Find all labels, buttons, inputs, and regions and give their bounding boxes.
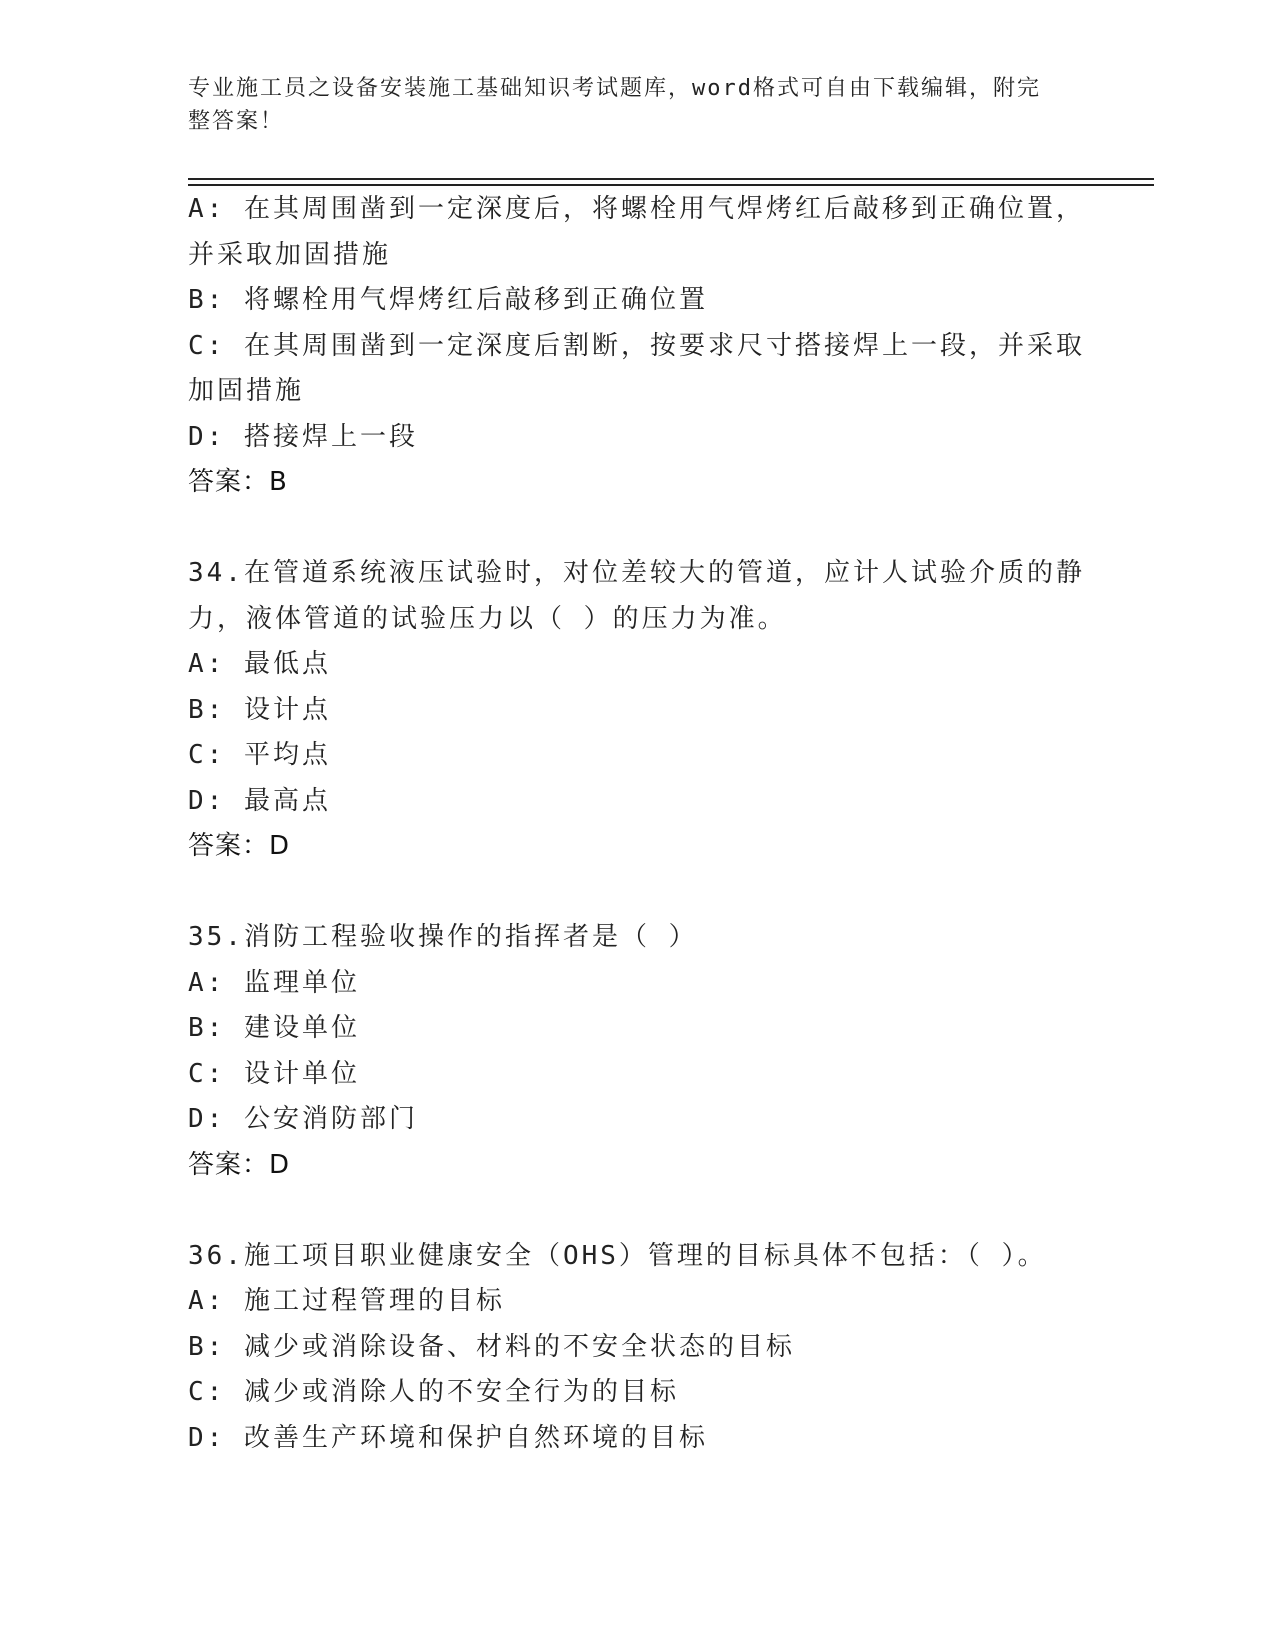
option-a: A: 监理单位 xyxy=(188,967,360,998)
answer: 答案：B xyxy=(188,467,288,497)
option-b: B: 设计点 xyxy=(188,694,331,725)
header-line-2: 整答案！ xyxy=(188,109,285,134)
option-b: B: 建设单位 xyxy=(188,1013,360,1043)
question-stem-line-2: 力，液体管道的试验压力以（ ）的压力为准。 xyxy=(188,603,787,634)
document-header xyxy=(188,72,1068,138)
option-b: B: 减少或消除设备、材料的不安全状态的目标 xyxy=(188,1331,795,1362)
question-34 xyxy=(188,551,1088,870)
question-35 xyxy=(188,915,1088,1188)
option-c: C: 平均点 xyxy=(188,740,331,770)
question-content xyxy=(188,187,1088,1461)
option-d: D: 搭接焊上一段 xyxy=(188,421,418,452)
question-36 xyxy=(188,1234,1088,1462)
option-d: D: 改善生产环境和保护自然环境的目标 xyxy=(188,1422,708,1453)
option-b: B: 将螺栓用气焊烤红后敲移到正确位置 xyxy=(188,285,708,315)
option-a: A: 施工过程管理的目标 xyxy=(188,1286,505,1316)
option-c: C: 减少或消除人的不安全行为的目标 xyxy=(188,1377,679,1407)
answer: 答案：D xyxy=(188,831,291,861)
option-a-line-1: A: 在其周围凿到一定深度后，将螺栓用气焊烤红后敲移到正确位置， xyxy=(188,194,1085,224)
answer: 答案：D xyxy=(188,1149,291,1180)
header-divider-bottom xyxy=(188,184,1154,186)
option-c: C: 设计单位 xyxy=(188,1058,360,1089)
option-a: A: 最低点 xyxy=(188,649,331,679)
header-line-1: 专业施工员之设备安装施工基础知识考试题库，word格式可自由下载编辑，附完 xyxy=(188,76,1041,101)
option-c-line-2: 加固措施 xyxy=(188,376,305,406)
option-a-line-2: 并采取加固措施 xyxy=(188,239,392,270)
header-divider-top xyxy=(188,178,1154,180)
question-stem: 36.施工项目职业健康安全（OHS）管理的目标具体不包括：（ ）。 xyxy=(188,1240,1047,1271)
option-d: D: 公安消防部门 xyxy=(188,1104,418,1134)
carryover-question xyxy=(188,187,1088,506)
option-c-line-1: C: 在其周围凿到一定深度后割断，按要求尺寸搭接焊上一段，并采取 xyxy=(188,330,1085,361)
question-stem-line-1: 34.在管道系统液压试验时，对位差较大的管道，应计人试验介质的静 xyxy=(188,558,1085,588)
question-stem: 35.消防工程验收操作的指挥者是（ ） xyxy=(188,922,698,952)
option-d: D: 最高点 xyxy=(188,785,331,816)
